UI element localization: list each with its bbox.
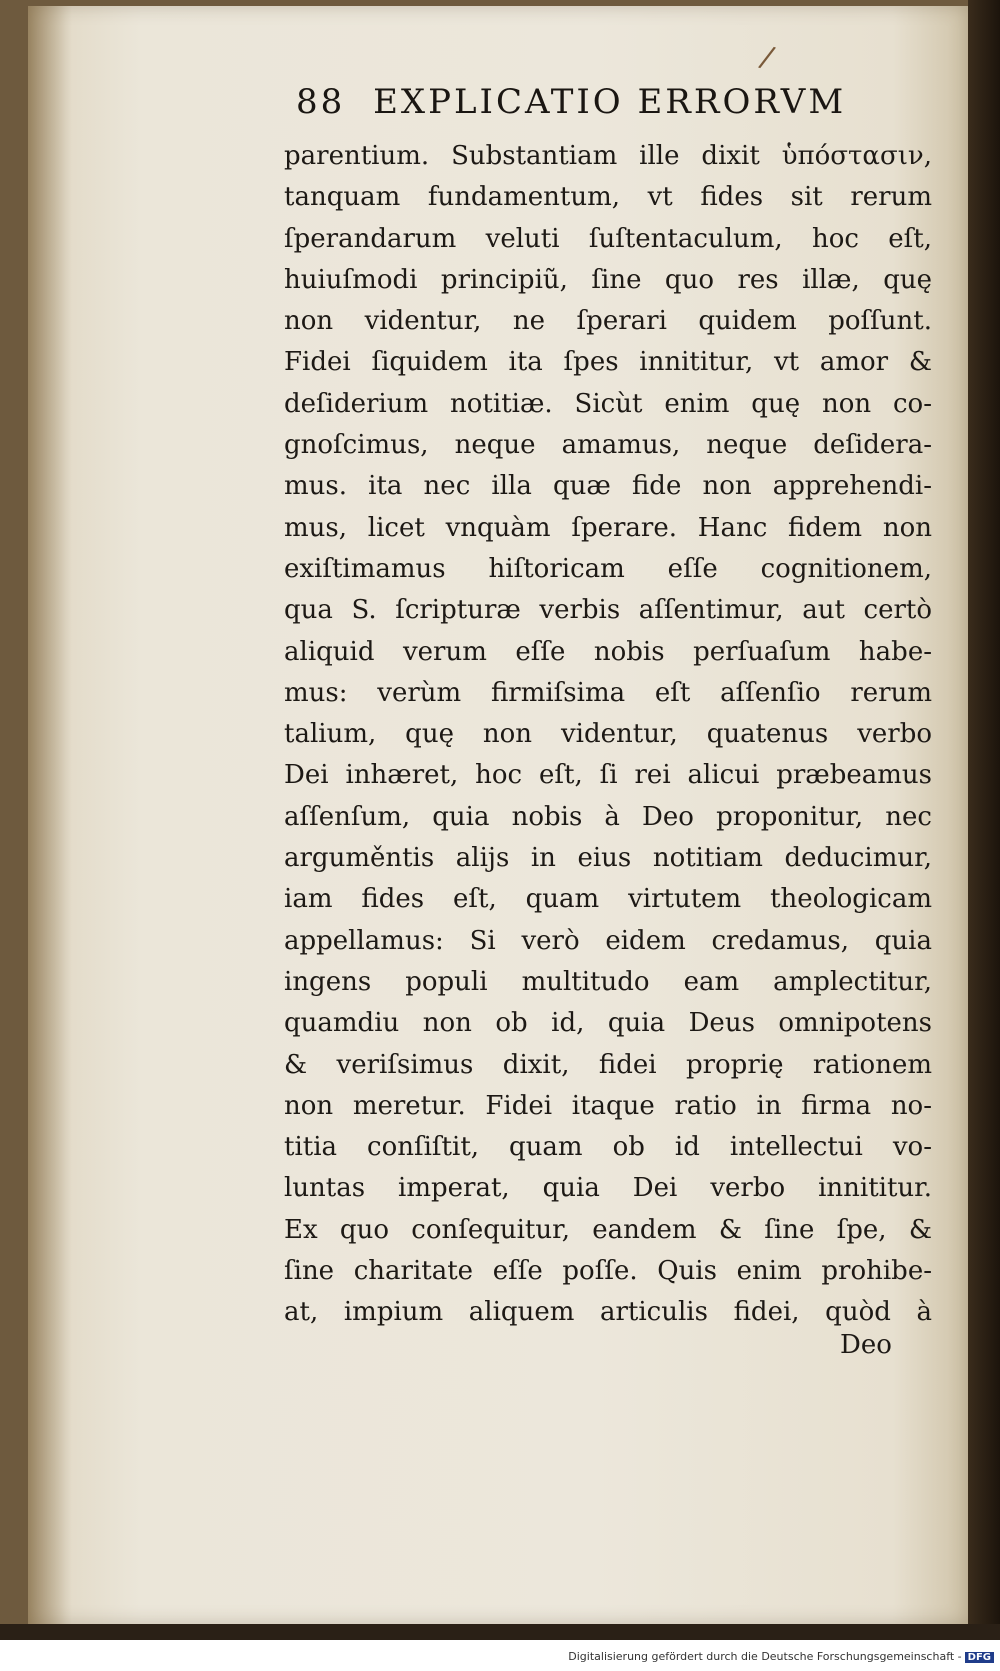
body-text [284,136,932,1334]
text-line: titia conſiſtit, quam ob id intellectui vo- [284,1132,932,1163]
text-line: ſperandarum veluti ſuſtentaculum, hoc eſt, [284,223,932,254]
text-line: exiſtimamus hiſtoricam eſſe cognitionem, [284,553,932,584]
text-line: appellamus: Si verò eidem credamus, quia [284,925,932,956]
text-line: Dei inhæret, hoc eſt, ſi rei alicui præbeamus [284,760,932,791]
text-line: mus. ita nec illa quæ fide non apprehendi- [284,471,932,502]
credit-text: Digitalisierung gefördert durch die Deutsche Forschungsgemeinschaft - [568,1650,962,1663]
text-line: ſine charitate eſſe poſſe. Quis enim prohibe- [284,1256,932,1287]
text-line: tanquam fundamentum, vt fides sit rerum [284,182,932,213]
text-line: parentium. Substantiam ille dixit ὑπόστασιν, [284,141,932,171]
text-line: iam fides eſt, quam virtutem theologicam [284,884,932,915]
text-line: mus, licet vnquàm ſperare. Hanc fidem non [284,512,932,543]
text-line: aſſenſum, quia nobis à Deo proponitur, nec [284,801,932,832]
text-line: arguměntis alijs in eius notitiam deducimur, [284,843,932,874]
text-line: quamdiu non ob id, quia Deus omnipotens [284,1008,932,1039]
text-line: aliquid verum eſſe nobis perſuaſum habe- [284,636,932,667]
text-line: ingens populi multitudo eam amplectitur, [284,966,932,997]
text-line: & veriſsimus dixit, fidei proprię rationem [284,1049,932,1080]
text-line: mus: verùm firmiſsima eſt aſſenſio rerum [284,677,932,708]
digitization-credit [568,1650,994,1663]
text-line: deſiderium notitiæ. Sicùt enim quę non co- [284,388,932,419]
running-title: EXPLICATIO ERRORVM [373,82,847,122]
text-line: talium, quę non videntur, quatenus verbo [284,719,932,750]
dfg-logo-icon: DFG [965,1652,994,1663]
text-line: huiuſmodi principiũ, ſine quo res illæ, quę [284,264,932,295]
text-line: qua S. ſcripturæ verbis aſſentimur, aut certò [284,595,932,626]
text-line: Fidei ſiquidem ita ſpes innititur, vt amor & [284,347,932,378]
page-number: 88 [296,82,346,122]
page-edge-bottom [0,1624,1000,1640]
text-line: non videntur, ne ſperari quidem poſſunt. [284,306,932,337]
text-line: gnoſcimus, neque amamus, neque deſidera- [284,430,932,461]
running-header [296,82,896,122]
text-line: luntas imperat, quia Dei verbo innititur. [284,1173,932,1204]
gutter-shadow [28,6,72,1624]
text-line: non meretur. Fidei itaque ratio in firma no- [284,1090,932,1121]
text-line: Ex quo conſequitur, eandem & ſine ſpe, & [284,1214,932,1245]
catchword: Deo [840,1330,892,1360]
text-line: at, impium aliquem articulis fidei, quòd à [284,1297,932,1328]
page-edge-right [968,0,1000,1640]
ink-mark-icon: / [756,39,778,76]
